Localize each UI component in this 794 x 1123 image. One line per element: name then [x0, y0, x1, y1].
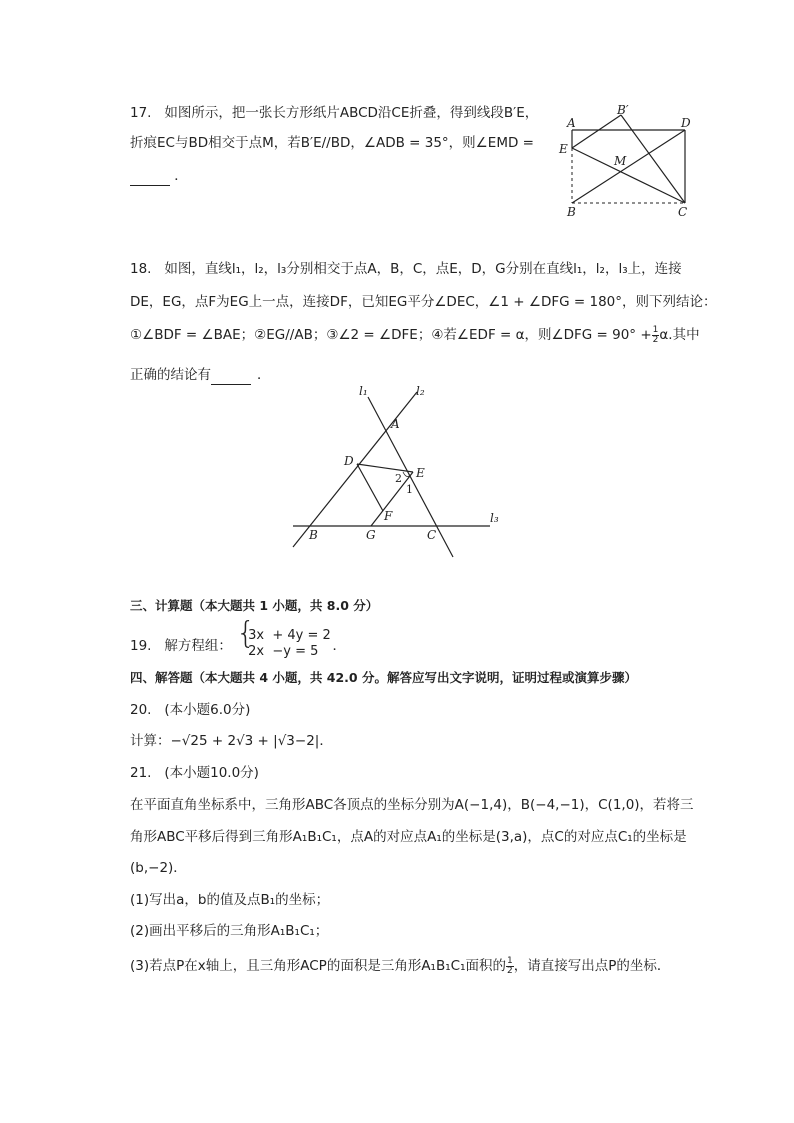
label-G: G: [366, 528, 376, 542]
label-E: E: [416, 466, 425, 480]
q17-line-2: 折痕EC与BD相交于点M，若B′E//BD，∠ADB = 35°，则∠EMD =: [130, 135, 534, 151]
label-D: D: [344, 454, 354, 468]
section-3-heading: 三、计算题（本大题共 1 小题，共 8.0 分）: [130, 598, 379, 613]
label-B-prime: B′: [617, 105, 629, 117]
q19-line: [130, 616, 346, 662]
label-D: D: [681, 116, 691, 130]
answer-blank: [130, 171, 170, 186]
q21-sub-2: (2)画出平移后的三角形A₁B₁C₁；: [130, 923, 329, 939]
q18-figure: [285, 382, 515, 562]
q18-line-2: DE，EG，点F为EG上一点，连接DF，已知EG平分∠DEC，∠1 + ∠DFG = 180°，则下列结论：: [130, 294, 717, 310]
q17-end-mark: ．: [174, 168, 188, 184]
q21-sub-3: (3)若点P在x轴上，且三角形ACP的面积是三角形A₁B₁C₁面积的 $\frac{1}{2}$ ，请直接写出点P的坐标．: [130, 955, 671, 976]
answer-blank: [211, 370, 251, 385]
q18-line-4: 正确的结论有 ．: [130, 367, 271, 383]
q17-line-1: 17. 如图所示，把一张长方形纸片ABCD沿CE折叠，得到线段B′E，: [130, 105, 539, 121]
q18-line-1: 18. 如图，直线l₁，l₂，l₃分别相交于点A，B，C，点E，D，G分别在直线l₁，l₂，l₃上，连接: [130, 261, 682, 277]
q19-end-mark: ．: [332, 638, 346, 654]
q20-text: 计算：−√25 + 2√3 + |√3−2|．: [130, 733, 333, 749]
label-l1: l₁: [359, 384, 368, 398]
label-angle-2: 2: [395, 472, 402, 485]
label-F: F: [384, 509, 393, 523]
q21-paragraph-2: 角形ABC平移后得到三角形A₁B₁C₁，点A的对应点A₁的坐标是(3,a)，点C的对应点C₁的坐标是: [130, 829, 687, 845]
left-brace: {: [236, 616, 256, 651]
equation-system: [236, 616, 331, 662]
label-l2: l₂: [416, 384, 425, 398]
q18-line-3: [130, 325, 700, 345]
q20-label: 20. (本小题6.0分): [130, 702, 251, 718]
q19-label: 19. 解方程组：: [130, 638, 232, 654]
label-B: B: [309, 528, 318, 542]
label-M: M: [614, 154, 627, 168]
label-l3: l₃: [490, 511, 499, 525]
one-half-fraction: $\frac{1}{2}$: [652, 324, 659, 345]
label-angle-1: 1: [406, 483, 413, 496]
label-A: A: [391, 417, 400, 431]
q18-line-3-text: ①∠BDF = ∠BAE；②EG//AB；③∠2 = ∠DFE；④若∠EDF = α，则∠DFG = 90° +: [130, 327, 652, 343]
label-E: E: [559, 142, 568, 156]
equation-1: 3x + 4y = 2: [248, 628, 331, 643]
q17-figure: [555, 105, 705, 225]
q21-sub-1: (1)写出a，b的值及点B₁的坐标；: [130, 892, 330, 908]
section-4-heading: 四、解答题（本大题共 4 小题，共 42.0 分。解答应写出文字说明，证明过程或演算步骤）: [130, 670, 637, 685]
one-half-fraction: $\frac{1}{2}$: [506, 955, 513, 976]
label-C: C: [427, 528, 437, 542]
q21-paragraph-3: (b,−2)．: [130, 860, 187, 876]
label-A: A: [567, 116, 576, 130]
equation-2: 2x −y = 5: [248, 644, 319, 659]
q18-line-3-end: α.其中: [659, 327, 700, 343]
q17-line-3: [130, 166, 188, 186]
label-B: B: [567, 205, 576, 219]
label-C: C: [678, 205, 688, 219]
q21-label: 21. (本小题10.0分): [130, 765, 259, 781]
q21-paragraph-1: 在平面直角坐标系中，三角形ABC各顶点的坐标分别为A(−1,4)，B(−4,−1)，C(1,0)，若将三: [130, 797, 694, 813]
